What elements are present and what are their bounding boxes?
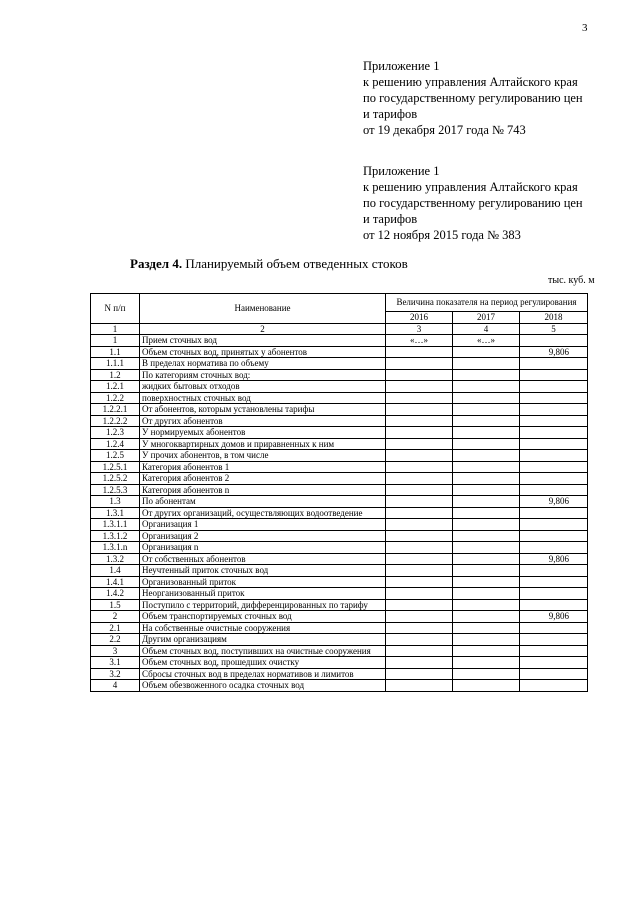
table-row [91, 588, 588, 600]
value-2017 [453, 404, 520, 416]
row-number: 2.1 [91, 622, 140, 634]
row-number: 1.1 [91, 346, 140, 358]
value-2018 [520, 473, 588, 485]
appendix-line: к решению управления Алтайского края [363, 180, 578, 194]
value-2016 [386, 680, 453, 692]
value-2017 [453, 622, 520, 634]
header-year-2018: 2018 [520, 312, 588, 324]
appendix-line: от 12 ноября 2015 года № 383 [363, 228, 521, 242]
value-2016 [386, 530, 453, 542]
section-label: Раздел 4. [130, 256, 183, 271]
row-name: Неучтенный приток сточных вод [140, 565, 386, 577]
value-2018 [520, 657, 588, 669]
row-name: Объем сточных вод, прошедших очистку [140, 657, 386, 669]
value-2016 [386, 496, 453, 508]
row-name: жидких бытовых отходов [140, 381, 386, 393]
value-2018 [520, 335, 588, 347]
value-2018 [520, 415, 588, 427]
row-number: 1.1.1 [91, 358, 140, 370]
row-number: 1.2.5.2 [91, 473, 140, 485]
value-2016 [386, 415, 453, 427]
row-name: Прием сточных вод [140, 335, 386, 347]
value-2016 [386, 438, 453, 450]
value-2016 [386, 346, 453, 358]
table-row [91, 450, 588, 462]
row-number: 1.4 [91, 565, 140, 577]
row-number: 1.3.2 [91, 553, 140, 565]
header-period: Величина показателя на период регулирования [386, 294, 588, 312]
table-row [91, 565, 588, 577]
table-row [91, 473, 588, 485]
row-name: По категориям сточных вод: [140, 369, 386, 381]
row-number: 1.2.5.1 [91, 461, 140, 473]
value-2017 [453, 611, 520, 623]
value-2018 [520, 530, 588, 542]
row-name: От собственных абонентов [140, 553, 386, 565]
row-name: Категория абонентов 2 [140, 473, 386, 485]
row-number: 3.2 [91, 668, 140, 680]
value-2016 [386, 657, 453, 669]
row-name: Категория абонентов n [140, 484, 386, 496]
table-index-row [91, 323, 588, 335]
value-2016 [386, 634, 453, 646]
row-name: По абонентам [140, 496, 386, 508]
row-name: От других абонентов [140, 415, 386, 427]
header-year-2016: 2016 [386, 312, 453, 324]
value-2017 [453, 645, 520, 657]
value-2018: 9,806 [520, 496, 588, 508]
value-2017 [453, 438, 520, 450]
value-2017 [453, 657, 520, 669]
table-row [91, 438, 588, 450]
row-number: 1.2.5 [91, 450, 140, 462]
table-row [91, 381, 588, 393]
table-row [91, 358, 588, 370]
appendix-line: Приложение 1 [363, 59, 440, 73]
table-row [91, 346, 588, 358]
row-name: Другим организациям [140, 634, 386, 646]
value-2016 [386, 565, 453, 577]
value-2017 [453, 358, 520, 370]
table-row [91, 680, 588, 692]
value-2017 [453, 576, 520, 588]
appendix-line: по государственному регулированию цен [363, 91, 583, 105]
value-2016 [386, 622, 453, 634]
row-name: В пределах норматива по объему [140, 358, 386, 370]
value-2017 [453, 507, 520, 519]
table-row [91, 622, 588, 634]
index-cell: 4 [453, 323, 520, 335]
value-2018 [520, 588, 588, 600]
row-number: 1.2 [91, 369, 140, 381]
table-row [91, 611, 588, 623]
table-row [91, 553, 588, 565]
value-2017 [453, 588, 520, 600]
value-2017 [453, 461, 520, 473]
value-2018 [520, 484, 588, 496]
row-number: 1.2.2.2 [91, 415, 140, 427]
appendix-line: от 19 декабря 2017 года № 743 [363, 123, 526, 137]
value-2016 [386, 392, 453, 404]
appendix-header-original [363, 163, 583, 243]
table-row [91, 496, 588, 508]
value-2017 [453, 496, 520, 508]
row-number: 1.2.4 [91, 438, 140, 450]
header-name: Наименование [140, 294, 386, 324]
value-2016 [386, 645, 453, 657]
row-number: 1.3.1.1 [91, 519, 140, 531]
appendix-line: и тарифов [363, 212, 418, 226]
row-number: 3.1 [91, 657, 140, 669]
row-number: 1.3.1.n [91, 542, 140, 554]
section-title [130, 256, 408, 272]
table-row [91, 530, 588, 542]
row-name: Неорганизованный приток [140, 588, 386, 600]
row-name: Объем обезвоженного осадка сточных вод [140, 680, 386, 692]
value-2018 [520, 668, 588, 680]
value-2016 [386, 599, 453, 611]
value-2018: 9,806 [520, 346, 588, 358]
value-2018 [520, 404, 588, 416]
value-2017: «…» [453, 335, 520, 347]
value-2018: 9,806 [520, 611, 588, 623]
index-cell: 3 [386, 323, 453, 335]
value-2017 [453, 634, 520, 646]
table-row [91, 335, 588, 347]
value-2016 [386, 427, 453, 439]
section-name: Планируемый объем отведенных стоков [185, 256, 408, 271]
value-2018 [520, 519, 588, 531]
row-number: 1.2.3 [91, 427, 140, 439]
value-2016: «…» [386, 335, 453, 347]
value-2017 [453, 346, 520, 358]
row-name: Организованный приток [140, 576, 386, 588]
value-2018 [520, 381, 588, 393]
value-2018 [520, 450, 588, 462]
value-2018 [520, 576, 588, 588]
wastewater-volume-table [90, 293, 588, 692]
value-2018 [520, 438, 588, 450]
value-2018 [520, 392, 588, 404]
row-name: поверхностных сточных вод [140, 392, 386, 404]
row-number: 1.2.2.1 [91, 404, 140, 416]
value-2016 [386, 668, 453, 680]
row-number: 3 [91, 645, 140, 657]
value-2016 [386, 358, 453, 370]
value-2016 [386, 450, 453, 462]
value-2018 [520, 427, 588, 439]
row-name: На собственные очистные сооружения [140, 622, 386, 634]
value-2017 [453, 381, 520, 393]
value-2016 [386, 484, 453, 496]
value-2018: 9,806 [520, 553, 588, 565]
index-cell: 5 [520, 323, 588, 335]
page-number: 3 [582, 22, 588, 34]
row-number: 1.3.1.2 [91, 530, 140, 542]
row-number: 2 [91, 611, 140, 623]
value-2016 [386, 461, 453, 473]
table-row [91, 668, 588, 680]
row-name: От абонентов, которым установлены тарифы [140, 404, 386, 416]
value-2016 [386, 611, 453, 623]
table-row [91, 484, 588, 496]
value-2018 [520, 542, 588, 554]
row-number: 1.5 [91, 599, 140, 611]
units-label: тыс. куб. м [548, 275, 595, 286]
value-2017 [453, 415, 520, 427]
value-2017 [453, 392, 520, 404]
table-row [91, 507, 588, 519]
table-row [91, 369, 588, 381]
value-2017 [453, 668, 520, 680]
value-2018 [520, 645, 588, 657]
value-2017 [453, 565, 520, 577]
row-name: Сбросы сточных вод в пределах нормативов и лимитов [140, 668, 386, 680]
value-2018 [520, 461, 588, 473]
value-2017 [453, 450, 520, 462]
value-2018 [520, 507, 588, 519]
appendix-line: и тарифов [363, 107, 418, 121]
row-name: Объем сточных вод, принятых у абонентов [140, 346, 386, 358]
header-num: N п/п [91, 294, 140, 324]
value-2017 [453, 542, 520, 554]
index-cell: 1 [91, 323, 140, 335]
row-name: Поступило с территорий, дифференцированных по тарифу [140, 599, 386, 611]
row-number: 1.3 [91, 496, 140, 508]
value-2016 [386, 507, 453, 519]
table-row [91, 634, 588, 646]
table-row [91, 415, 588, 427]
table-row [91, 404, 588, 416]
value-2018 [520, 565, 588, 577]
row-number: 1.4.2 [91, 588, 140, 600]
row-number: 1.3.1 [91, 507, 140, 519]
table-row [91, 519, 588, 531]
value-2017 [453, 530, 520, 542]
table-row [91, 461, 588, 473]
value-2017 [453, 519, 520, 531]
value-2017 [453, 680, 520, 692]
table-row [91, 427, 588, 439]
row-name: У нормируемых абонентов [140, 427, 386, 439]
row-number: 1.2.5.3 [91, 484, 140, 496]
row-number: 2.2 [91, 634, 140, 646]
row-number: 1.4.1 [91, 576, 140, 588]
value-2018 [520, 680, 588, 692]
table-row [91, 657, 588, 669]
appendix-line: по государственному регулированию цен [363, 196, 583, 210]
appendix-line: Приложение 1 [363, 164, 440, 178]
appendix-header-current [363, 58, 583, 138]
value-2018 [520, 358, 588, 370]
value-2016 [386, 542, 453, 554]
value-2016 [386, 473, 453, 485]
row-name: У прочих абонентов, в том числе [140, 450, 386, 462]
row-number: 1.2.1 [91, 381, 140, 393]
row-name: Объем транспортируемых сточных вод [140, 611, 386, 623]
value-2018 [520, 622, 588, 634]
row-number: 1.2.2 [91, 392, 140, 404]
value-2016 [386, 381, 453, 393]
appendix-line: к решению управления Алтайского края [363, 75, 578, 89]
value-2018 [520, 369, 588, 381]
header-year-2017: 2017 [453, 312, 520, 324]
table-row [91, 576, 588, 588]
value-2017 [453, 553, 520, 565]
row-number: 1 [91, 335, 140, 347]
row-name: Организация n [140, 542, 386, 554]
value-2016 [386, 576, 453, 588]
value-2016 [386, 404, 453, 416]
row-name: Организация 1 [140, 519, 386, 531]
value-2016 [386, 553, 453, 565]
table-header-row [91, 294, 588, 312]
value-2017 [453, 484, 520, 496]
table-row [91, 542, 588, 554]
value-2017 [453, 473, 520, 485]
value-2016 [386, 588, 453, 600]
value-2016 [386, 519, 453, 531]
value-2016 [386, 369, 453, 381]
row-name: Объем сточных вод, поступивших на очистные сооружения [140, 645, 386, 657]
index-cell: 2 [140, 323, 386, 335]
row-name: У многоквартирных домов и приравненных к ним [140, 438, 386, 450]
row-name: От других организаций, осуществляющих водоотведение [140, 507, 386, 519]
row-number: 4 [91, 680, 140, 692]
value-2018 [520, 634, 588, 646]
value-2017 [453, 599, 520, 611]
table-row [91, 392, 588, 404]
value-2018 [520, 599, 588, 611]
value-2017 [453, 427, 520, 439]
table-row [91, 645, 588, 657]
table-row [91, 599, 588, 611]
value-2017 [453, 369, 520, 381]
row-name: Категория абонентов 1 [140, 461, 386, 473]
row-name: Организация 2 [140, 530, 386, 542]
